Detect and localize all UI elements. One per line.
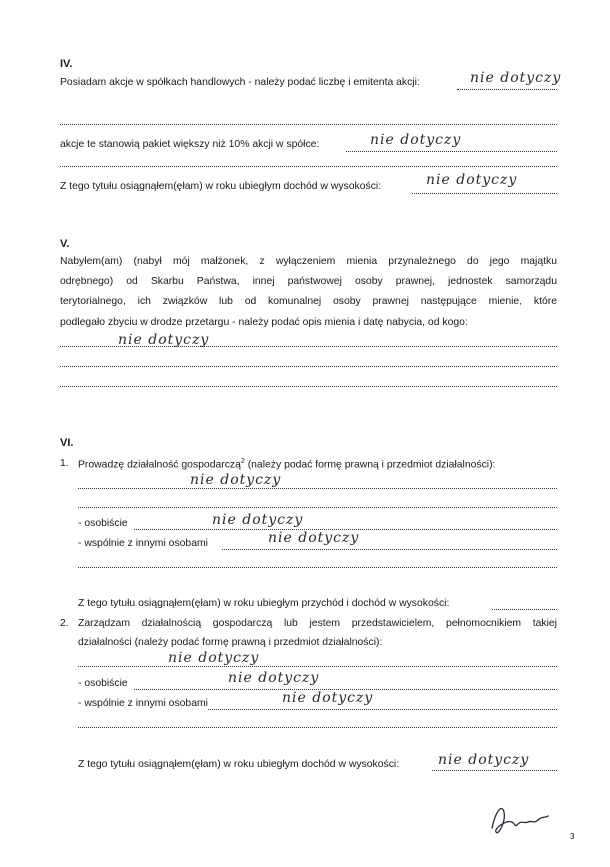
dotted-line	[78, 507, 557, 508]
section-iv-question-income: Z tego tytułu osiągnąłem(ęłam) w roku ubiegłym dochód w wysokości:	[60, 181, 382, 192]
section-iv-question-shares: Posiadam akcje w spółkach handlowych - należy podać liczbę i emitenta akcji:	[60, 77, 420, 88]
dotted-line	[60, 386, 557, 387]
dotted-line	[60, 366, 557, 367]
handwritten-answer: nie dotyczy	[438, 752, 530, 768]
wspolnie-label: - wspólnie z innymi osobami	[78, 538, 208, 549]
item-2-text-line: działalności (należy podać formę prawną i przedmiot działalności):	[78, 637, 383, 648]
section-v-text-line: podlegało zbyciu w drodze przetargu - należy podać opis mienia i datę nabycia, od kogo:	[60, 317, 468, 328]
item-1-number: 1.	[60, 458, 69, 469]
item-2-text-line: Zarządzam działalnością gospodarczą lub jestem przedstawicielem, pełnomocnikiem takiej	[78, 618, 557, 629]
dotted-line	[78, 488, 557, 489]
section-vi-heading: VI.	[60, 437, 74, 449]
handwritten-answer: nie dotyczy	[268, 530, 360, 546]
dotted-line	[60, 166, 557, 167]
section-v-text-line: odrębnego) od Skarbu Państwa, innej państwowej osoby prawnej, jednostek samorządu	[60, 276, 557, 287]
item-1-income: Z tego tytułu osiągnąłem(ęłam) w roku ubiegłym przychód i dochód w wysokości:	[78, 598, 450, 609]
item-2-number: 2.	[60, 618, 69, 629]
item-2-income: Z tego tytułu osiągnąłem(ęłam) w roku ubiegłym dochód w wysokości:	[78, 759, 400, 770]
dotted-line	[78, 666, 557, 667]
section-v-heading: V.	[60, 238, 70, 250]
wspolnie-label: - wspólnie z innymi osobami	[78, 698, 208, 709]
handwritten-answer: nie dotyczy	[426, 172, 518, 188]
section-iv-question-package: akcje te stanowią pakiet większy niż 10% akcji w spółce:	[60, 139, 320, 150]
dotted-line	[78, 727, 557, 728]
dotted-line	[208, 709, 557, 710]
dotted-line	[432, 770, 557, 771]
handwritten-answer: nie dotyczy	[282, 690, 374, 706]
dotted-line	[412, 193, 557, 194]
osobiscie-label: - osobiście	[78, 678, 128, 689]
section-v-text-line: terytorialnego, ich związków lub od komunalnej osoby prawnej następujące mienie, które	[60, 296, 557, 307]
handwritten-answer: nie dotyczy	[190, 472, 282, 488]
page-number: 3	[570, 832, 575, 841]
handwritten-answer: nie dotyczy	[168, 650, 260, 666]
section-iv-heading: IV.	[60, 58, 73, 70]
dotted-line	[492, 609, 557, 610]
handwritten-answer: nie dotyczy	[118, 332, 210, 348]
item-1-text: Prowadzę działalność gospodarczą$^2$ (należy podać formę prawną i przedmiot działalności):	[78, 458, 496, 471]
dotted-line	[78, 567, 557, 568]
signature	[488, 798, 552, 843]
dotted-line	[60, 124, 557, 125]
handwritten-answer: nie dotyczy	[470, 70, 562, 86]
dotted-line	[222, 549, 557, 550]
section-v-text-line: Nabyłem(am) (nabył mój małżonek, z wyłączeniem mienia przynależnego do jego majątku	[60, 256, 557, 267]
handwritten-answer: nie dotyczy	[370, 132, 462, 148]
dotted-line	[457, 89, 557, 90]
dotted-line	[346, 151, 557, 152]
osobiscie-label: - osobiście	[78, 518, 128, 529]
handwritten-answer: nie dotyczy	[212, 512, 304, 528]
handwritten-answer: nie dotyczy	[228, 670, 320, 686]
